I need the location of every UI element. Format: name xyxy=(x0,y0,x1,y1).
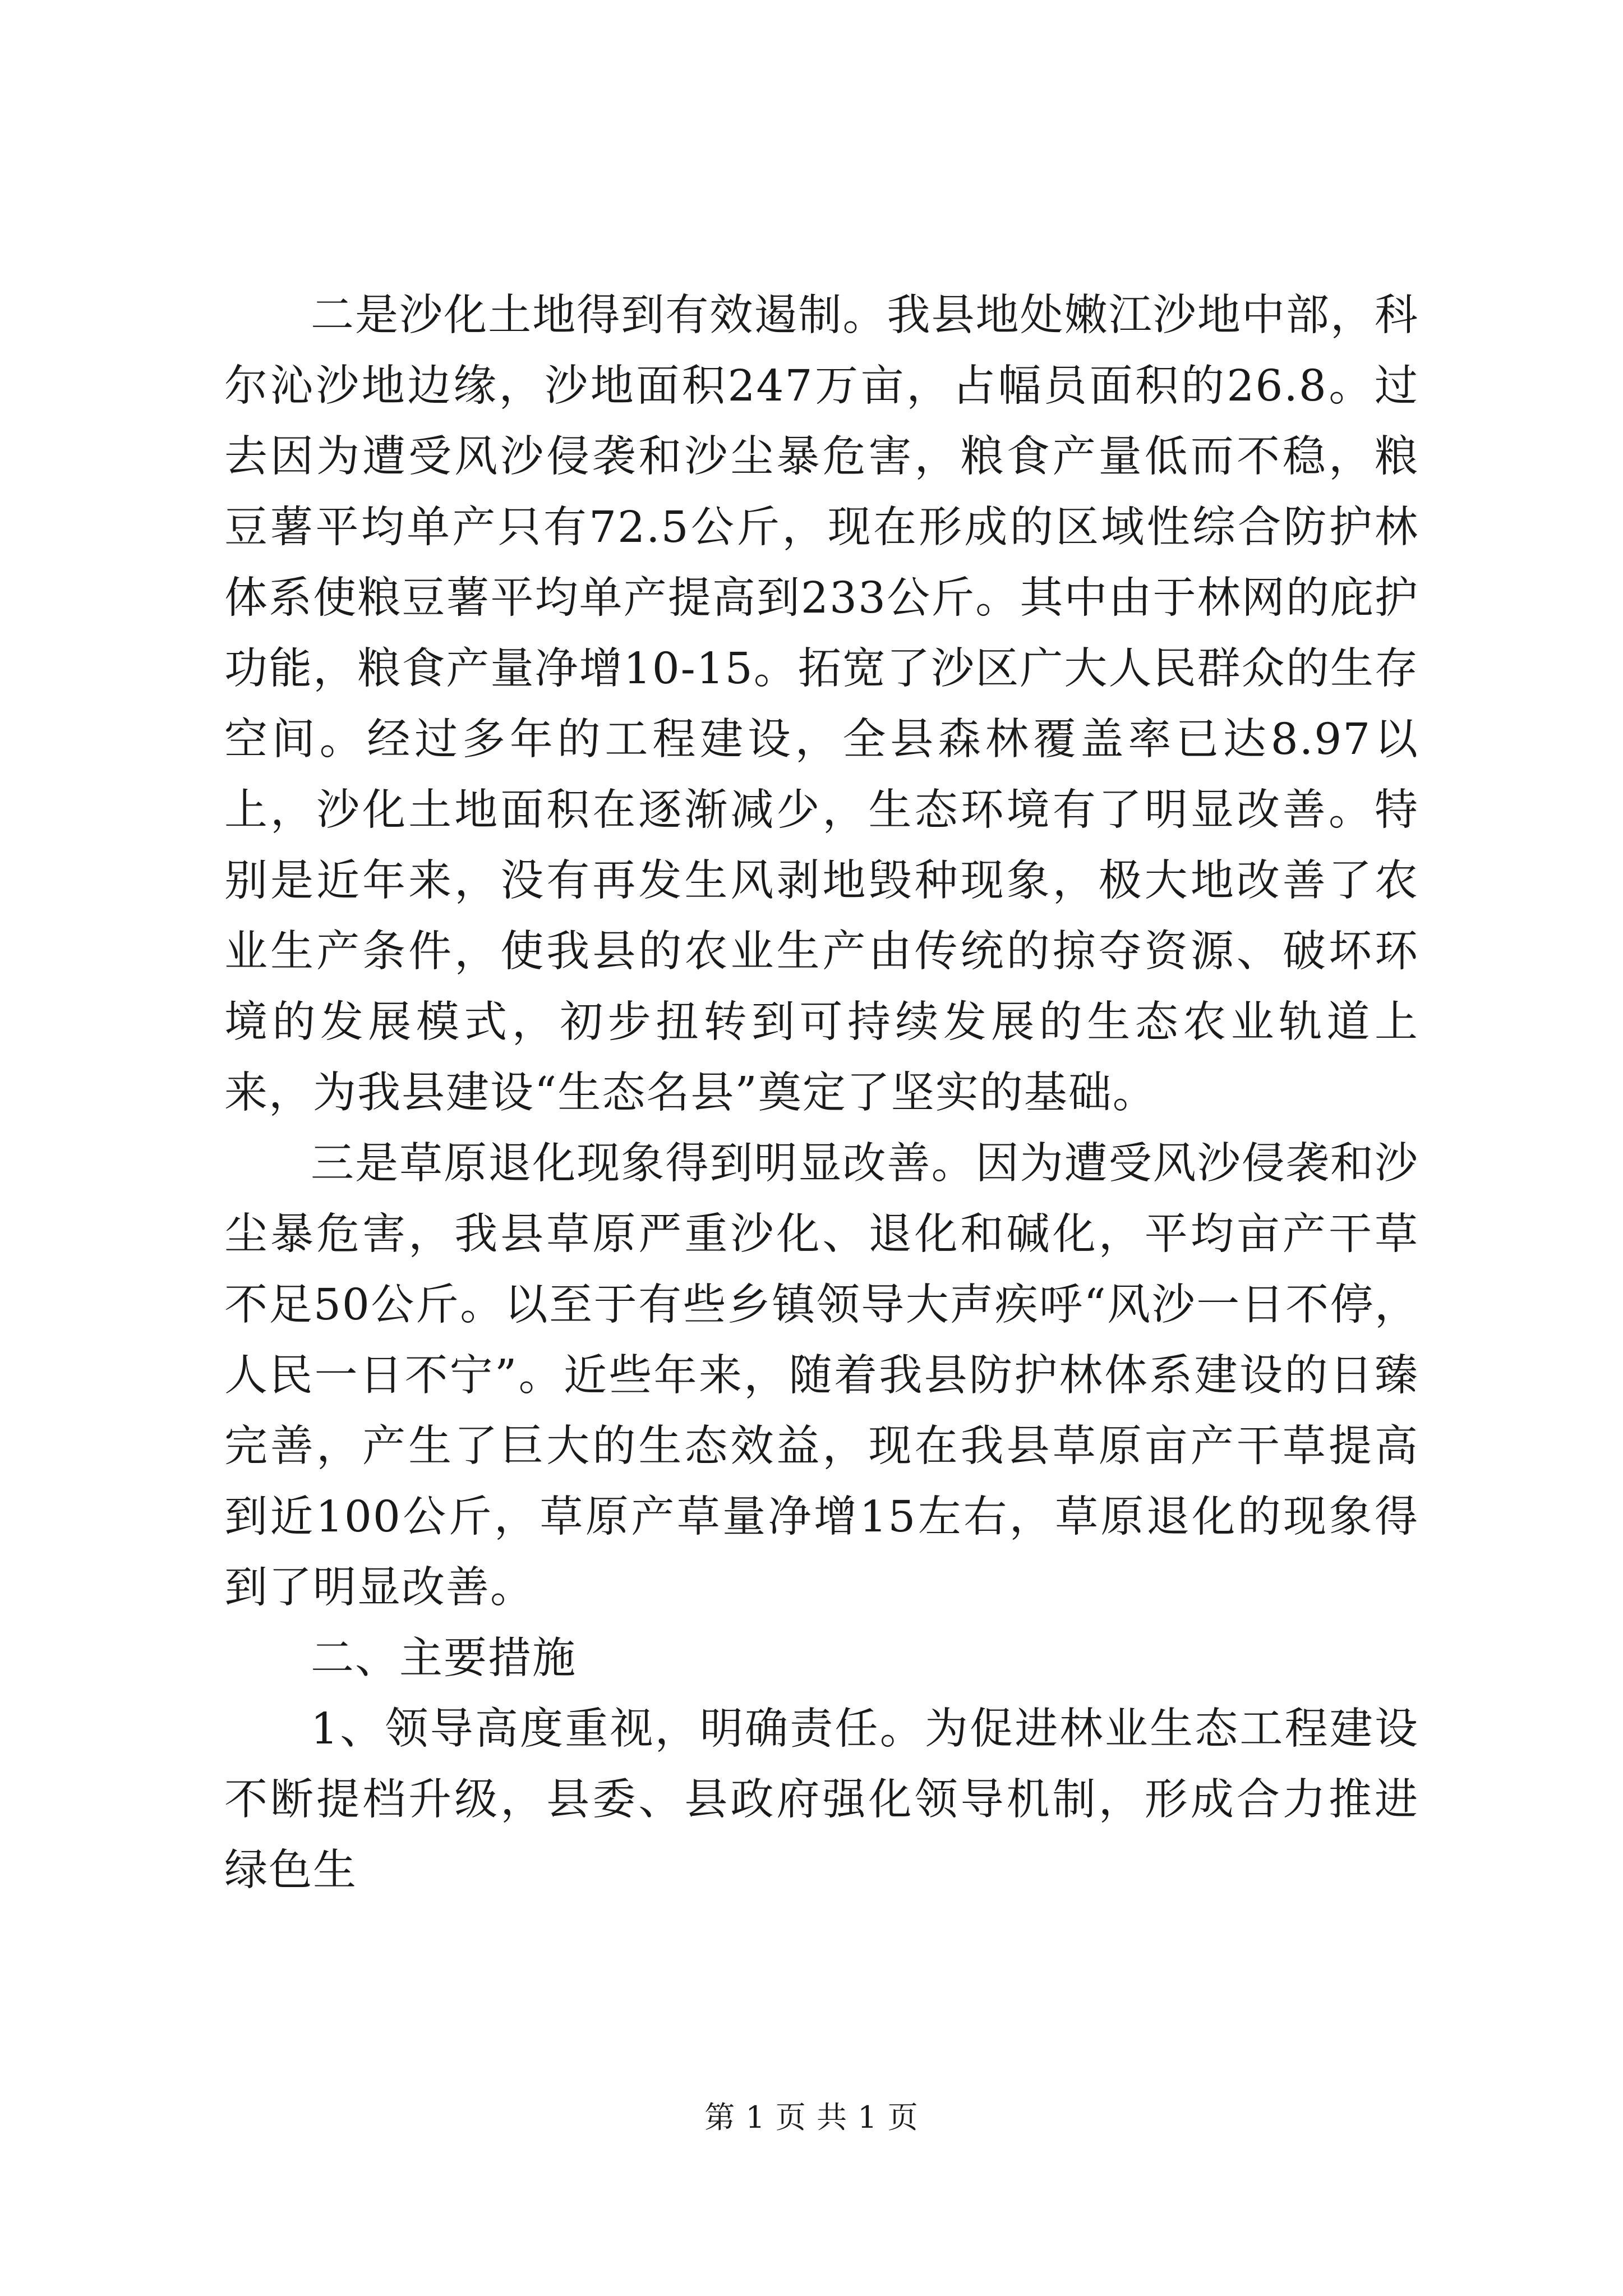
paragraph-desertification: 二是沙化土地得到有效遏制。我县地处嫩江沙地中部，科尔沁沙地边缘，沙地面积247万亩，占幅员面积的26.8。过去因为遭受风沙侵袭和沙尘暴危害，粮食产量低而不稳，粮豆薯平均单产只有72.5公斤，现在形成的区域性综合防护林体系使粮豆薯平均单产提高到233公斤。其中由于林网的庇护功能，粮食产量净增10-15。拓宽了沙区广大人民群众的生存空间。经过多年的工程建设，全县森林覆盖率已达8.97以上，沙化土地面积在逐渐减少，生态环境有了明显改善。特别是近年来，没有再发生风剥地毁种现象，极大地改善了农业生产条件，使我县的农业生产由传统的掠夺资源、破坏环境的发展模式，初步扭转到可持续发展的生态农业轨道上来，为我县建设“生态名县”奠定了坚实的基础。 xyxy=(224,291,1419,1118)
section-heading-main-measures: 二、主要措施 xyxy=(311,1634,577,1683)
document-body xyxy=(224,280,1419,1906)
paragraph-leadership: 1、领导高度重视，明确责任。为促进林业生态工程建设不断提档升级，县委、县政府强化领导机制，形成合力推进绿色生 xyxy=(224,1704,1419,1895)
page-footer: 第 1 页 共 1 页 xyxy=(704,2100,919,2135)
paragraph-grassland: 三是草原退化现象得到明显改善。因为遭受风沙侵袭和沙尘暴危害，我县草原严重沙化、退化和碱化，平均亩产干草不足50公斤。以至于有些乡镇领导大声疾呼“风沙一日不停，人民一日不宁”。近些年来，随着我县防护林体系建设的日臻完善，产生了巨大的生态效益，现在我县草原亩产干草提高到近100公斤，草原产草量净增15左右，草原退化的现象得到了明显改善。 xyxy=(224,1139,1419,1613)
